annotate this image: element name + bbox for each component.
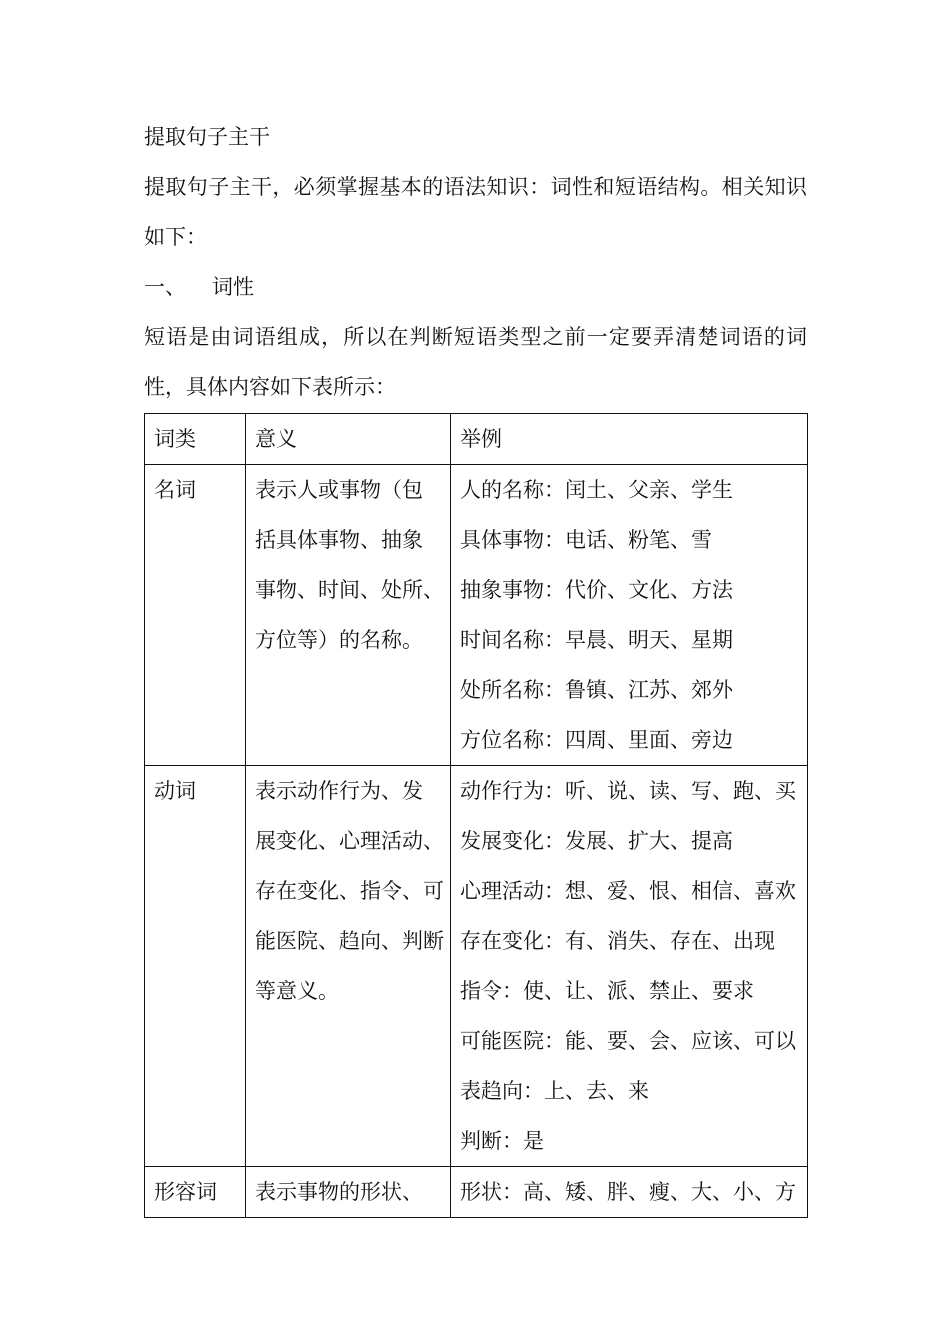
table-header-cell: 意义 [246, 414, 451, 465]
example-line: 人的名称：闰土、父亲、学生 [460, 478, 733, 502]
example-line: 形状：高、矮、胖、瘦、大、小、方 [460, 1180, 796, 1204]
example-line: 方位名称：四周、里面、旁边 [460, 728, 733, 752]
document-title: 提取句子主干 [144, 125, 270, 149]
example-line: 时间名称：早晨、明天、星期 [460, 628, 733, 652]
example-line: 动作行为：听、说、读、写、跑、买 [460, 779, 796, 803]
meaning-cell [246, 465, 451, 766]
table-row [145, 1167, 808, 1218]
table-header-cell: 词类 [145, 414, 246, 465]
meaning-line: 方位等）的名称。 [255, 628, 423, 652]
meaning-line: 表示人或事物（包 [255, 478, 423, 502]
table-header-cell: 举例 [451, 414, 808, 465]
example-line: 存在变化：有、消失、存在、出现 [460, 929, 775, 953]
category-cell: 名词 [145, 465, 246, 766]
section-title: 词性 [212, 275, 254, 299]
examples-cell [451, 766, 808, 1167]
meaning-line: 能医院、趋向、判断 [255, 929, 444, 953]
category-cell: 形容词 [145, 1167, 246, 1218]
section-paragraph: 短语是由词语组成，所以在判断短语类型之前一定要弄清楚词语的词性，具体内容如下表所示： [144, 325, 807, 399]
example-line: 处所名称：鲁镇、江苏、郊外 [460, 678, 733, 702]
examples-cell [451, 1167, 808, 1218]
table-row [145, 465, 808, 766]
table-header-row [145, 414, 808, 465]
meaning-line: 表示事物的形状、 [255, 1180, 423, 1204]
section-heading [144, 262, 807, 312]
meaning-line: 展变化、心理活动、 [255, 829, 444, 853]
examples-cell [451, 465, 808, 766]
meaning-line: 事物、时间、处所、 [255, 578, 444, 602]
example-line: 具体事物：电话、粉笔、雪 [460, 528, 712, 552]
example-line: 抽象事物：代价、文化、方法 [460, 578, 733, 602]
example-line: 可能医院：能、要、会、应该、可以 [460, 1029, 796, 1053]
document-body [144, 112, 807, 412]
meaning-line: 存在变化、指令、可 [255, 879, 444, 903]
table-row [145, 766, 808, 1167]
meaning-cell [246, 1167, 451, 1218]
meaning-line: 表示动作行为、发 [255, 779, 423, 803]
category-cell: 动词 [145, 766, 246, 1167]
example-line: 表趋向：上、去、来 [460, 1079, 649, 1103]
meaning-cell [246, 766, 451, 1167]
meaning-line: 等意义。 [255, 979, 339, 1003]
example-line: 判断：是 [460, 1129, 544, 1153]
example-line: 指令：使、让、派、禁止、要求 [460, 979, 754, 1003]
part-of-speech-table [144, 413, 808, 1218]
example-line: 心理活动：想、爱、恨、相信、喜欢 [460, 879, 796, 903]
section-number: 一、 [144, 275, 186, 299]
intro-paragraph: 提取句子主干，必须掌握基本的语法知识：词性和短语结构。相关知识如下： [144, 175, 807, 249]
example-line: 发展变化：发展、扩大、提高 [460, 829, 733, 853]
meaning-line: 括具体事物、抽象 [255, 528, 423, 552]
